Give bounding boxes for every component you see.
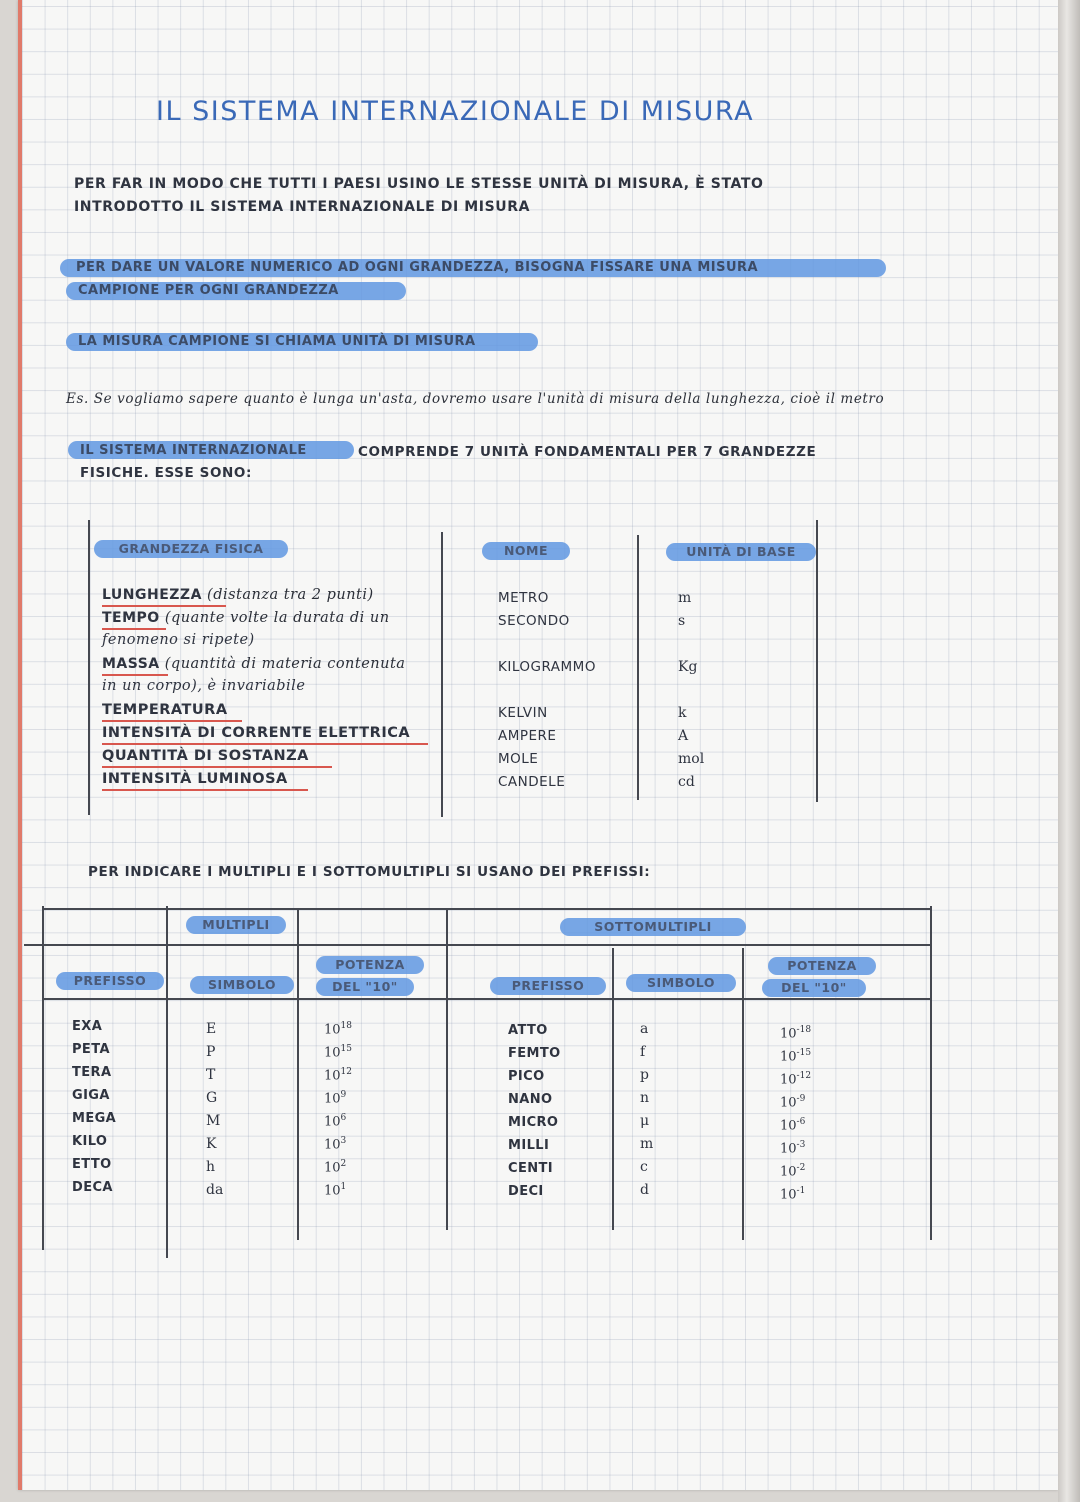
prefix-symbol: f: [640, 1044, 646, 1060]
underline: [102, 743, 428, 745]
table-rule: [816, 520, 818, 802]
prefix-power: $10^{-6}$: [780, 1117, 806, 1134]
prefix-symbol: K: [206, 1136, 217, 1152]
unit-name: CANDELE: [498, 774, 566, 790]
multipli-label: MULTIPLI: [186, 916, 286, 934]
prefix-power: $10^{18}$: [324, 1021, 352, 1038]
prefix-power: $10^{-12}$: [780, 1071, 812, 1088]
table-rule: [297, 910, 299, 1240]
prefix-power: $10^{12}$: [324, 1067, 352, 1084]
table-rule: [446, 910, 448, 1230]
prefix-name: KILO: [72, 1134, 108, 1149]
header-potenza-multipli: POTENZA: [316, 956, 424, 974]
table-rule: [44, 908, 930, 910]
prefix-symbol: c: [640, 1159, 648, 1175]
unit-name: KELVIN: [498, 705, 548, 721]
header-unita-di-base: UNITÀ DI BASE: [666, 543, 816, 561]
unit-symbol: k: [678, 705, 687, 721]
page-margin-line: [18, 0, 22, 1490]
table-rule: [42, 906, 44, 1250]
header-simbolo-sottomultipli: SIMBOLO: [626, 974, 736, 992]
prefix-name: TERA: [72, 1065, 112, 1080]
header-grandezza-fisica: GRANDEZZA FISICA: [94, 540, 288, 558]
quantity-note-line: in un corpo), è invariabile: [102, 678, 306, 694]
prefix-symbol: μ: [640, 1113, 650, 1129]
si-highlight-text: IL SISTEMA INTERNAZIONALE: [80, 443, 307, 458]
table-rule: [24, 944, 930, 946]
highlight-text-1a: PER DARE UN VALORE NUMERICO AD OGNI GRANDEZZA, BISOGNA FISSARE UNA MISURA: [76, 260, 759, 275]
prefix-name: GIGA: [72, 1088, 110, 1103]
table-rule: [441, 532, 443, 817]
unit-symbol: s: [678, 613, 686, 629]
prefix-name: MEGA: [72, 1111, 117, 1126]
si-sentence-line2: FISICHE. ESSE SONO:: [80, 465, 253, 481]
unit-symbol: A: [678, 728, 689, 744]
prefix-power: $10^{-18}$: [780, 1025, 812, 1042]
notebook-binding: [1058, 0, 1080, 1502]
prefix-name: ATTO: [508, 1023, 548, 1038]
prefix-symbol: d: [640, 1182, 649, 1198]
prefix-symbol: da: [206, 1182, 224, 1198]
header-prefisso-multipli: PREFISSO: [56, 972, 164, 990]
prefix-name: DECA: [72, 1180, 113, 1195]
prefix-power: $10^3$: [324, 1136, 347, 1153]
prefix-power: $10^6$: [324, 1113, 347, 1130]
underline: [102, 720, 242, 722]
underline: [102, 628, 166, 630]
prefix-name: ETTO: [72, 1157, 112, 1172]
quantity-row: LUNGHEZZA (distanza tra 2 punti): [102, 587, 374, 603]
header-del10-multipli: DEL "10": [316, 978, 414, 996]
table-rule: [166, 906, 168, 1258]
prefix-name: EXA: [72, 1019, 103, 1034]
header-del10-sottomultipli: DEL "10": [762, 979, 866, 997]
quantity-note-line: fenomeno si ripete): [102, 632, 255, 648]
quantity-row: INTENSITÀ DI CORRENTE ELETTRICA: [102, 725, 411, 741]
prefix-symbol: m: [640, 1136, 654, 1152]
prefix-symbol: E: [206, 1021, 217, 1037]
unit-name: SECONDO: [498, 613, 570, 629]
notebook-page: [18, 0, 1058, 1490]
prefix-symbol: p: [640, 1067, 649, 1083]
table-rule: [612, 948, 614, 1230]
prefix-name: FEMTO: [508, 1046, 561, 1061]
quantity-row: MASSA (quantità di materia contenuta: [102, 656, 406, 672]
prefix-name: PETA: [72, 1042, 110, 1057]
header-prefisso-sottomultipli: PREFISSO: [490, 977, 606, 995]
quantity-row: QUANTITÀ DI SOSTANZA: [102, 748, 309, 764]
prefix-power: $10^{-2}$: [780, 1163, 806, 1180]
highlight-text-1b: CAMPIONE PER OGNI GRANDEZZA: [78, 283, 339, 298]
highlight-text-2: LA MISURA CAMPIONE SI CHIAMA UNITÀ DI MISURA: [78, 334, 476, 349]
prefix-name: DECI: [508, 1184, 544, 1199]
prefix-name: MILLI: [508, 1138, 550, 1153]
prefix-name: PICO: [508, 1069, 545, 1084]
prefix-symbol: T: [206, 1067, 216, 1083]
table-rule: [930, 906, 932, 1240]
prefix-symbol: a: [640, 1021, 649, 1037]
prefix-name: NANO: [508, 1092, 553, 1107]
unit-name: KILOGRAMMO: [498, 659, 596, 675]
si-sentence-rest: COMPRENDE 7 UNITÀ FONDAMENTALI PER 7 GRANDEZZE: [358, 444, 817, 460]
prefix-symbol: G: [206, 1090, 218, 1106]
prefix-name: CENTI: [508, 1161, 554, 1176]
underline: [102, 674, 168, 676]
table-rule: [44, 998, 930, 1000]
prefix-power: $10^{-9}$: [780, 1094, 806, 1111]
prefix-symbol: h: [206, 1159, 216, 1175]
unit-symbol: Kg: [678, 659, 698, 675]
prefix-power: $10^{-1}$: [780, 1186, 806, 1203]
prefix-power: $10^{-15}$: [780, 1048, 812, 1065]
unit-name: METRO: [498, 590, 549, 606]
header-potenza-sottomultipli: POTENZA: [768, 957, 876, 975]
quantity-row: TEMPO (quante volte la durata di un: [102, 610, 390, 626]
prefix-name: MICRO: [508, 1115, 559, 1130]
prefix-symbol: n: [640, 1090, 650, 1106]
header-simbolo-multipli: SIMBOLO: [190, 976, 294, 994]
intro-line-2: INTRODOTTO IL SISTEMA INTERNAZIONALE DI MISURA: [74, 199, 531, 215]
unit-symbol: mol: [678, 751, 705, 767]
prefix-power: $10^{-3}$: [780, 1140, 806, 1157]
example-sentence: Es. Se vogliamo sapere quanto è lunga un'asta, dovremo usare l'unità di misura della lunghezza, cioè il metro: [66, 391, 885, 407]
page-title: IL SISTEMA INTERNAZIONALE DI MISURA: [156, 96, 755, 127]
underline: [102, 605, 226, 607]
prefix-symbol: M: [206, 1113, 221, 1129]
prefix-power: $10^2$: [324, 1159, 347, 1176]
unit-symbol: cd: [678, 774, 695, 790]
unit-name: AMPERE: [498, 728, 557, 744]
underline: [102, 766, 332, 768]
sottomultipli-label: SOTTOMULTIPLI: [560, 918, 746, 936]
table-rule: [742, 948, 744, 1240]
prefix-symbol: P: [206, 1044, 216, 1060]
quantity-row: INTENSITÀ LUMINOSA: [102, 771, 288, 787]
underline: [102, 789, 308, 791]
unit-name: MOLE: [498, 751, 539, 767]
table-rule: [88, 520, 90, 815]
prefix-power: $10^1$: [324, 1182, 347, 1199]
prefix-power: $10^{15}$: [324, 1044, 352, 1061]
table-rule: [637, 535, 639, 800]
header-nome: NOME: [482, 542, 570, 560]
prefix-intro: PER INDICARE I MULTIPLI E I SOTTOMULTIPLI SI USANO DEI PREFISSI:: [88, 864, 651, 880]
prefix-power: $10^9$: [324, 1090, 347, 1107]
unit-symbol: m: [678, 590, 692, 606]
quantity-row: TEMPERATURA: [102, 702, 228, 718]
intro-line-1: PER FAR IN MODO CHE TUTTI I PAESI USINO LE STESSE UNITÀ DI MISURA, È STATO: [74, 176, 764, 192]
